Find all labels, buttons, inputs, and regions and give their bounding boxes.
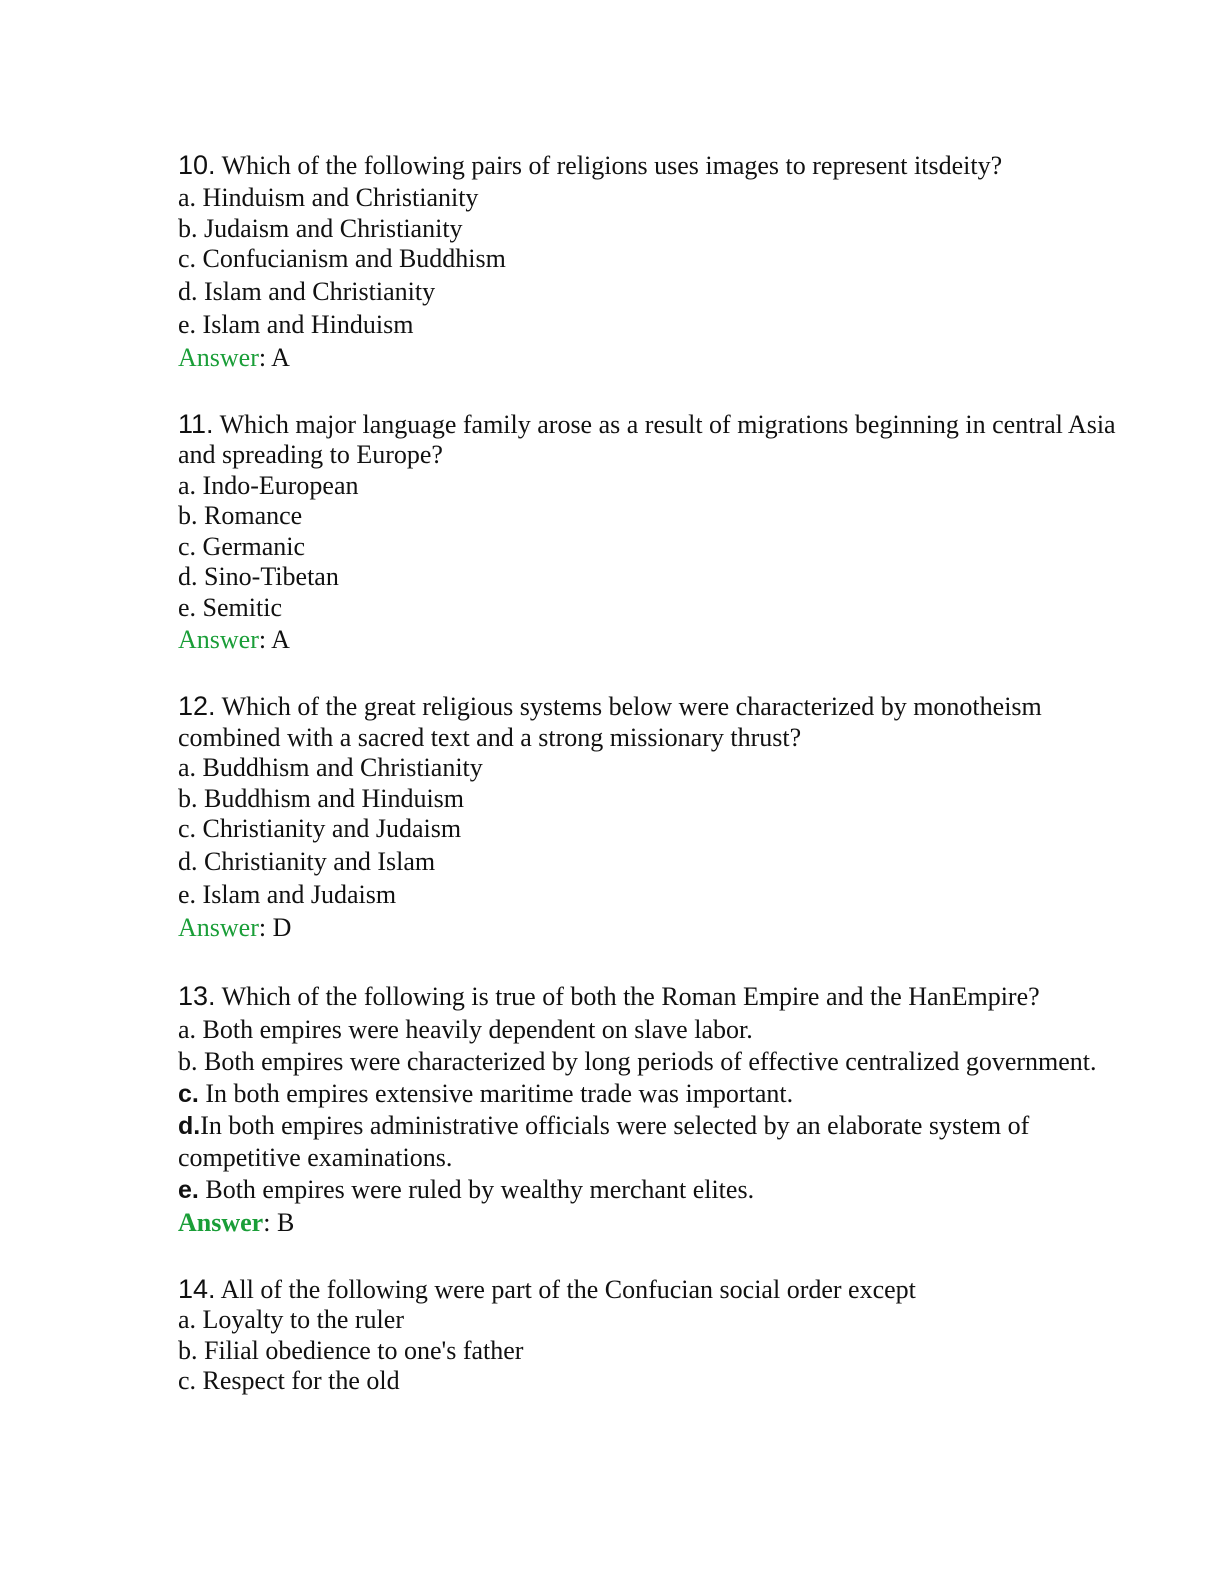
question-text: Which of the following pairs of religions uses images to represent itsdeity? [221, 151, 1003, 180]
option-e: e. Both empires were ruled by wealthy merchant elites. [178, 1174, 755, 1204]
question-number: 10 [178, 150, 209, 180]
option-b: b. Judaism and Christianity [178, 213, 463, 243]
option-a: a. Both empires were heavily dependent on slave labor. [178, 1014, 753, 1044]
question-number: 14 [178, 1273, 209, 1304]
option-d: d. Christianity and Islam [178, 846, 436, 876]
option-c: c. In both empires extensive maritime trade was important. [178, 1078, 794, 1108]
option-c: c. Confucianism and Buddhism [178, 244, 506, 273]
question-text: Which of the following is true of both the Roman Empire and the HanEmpire? [221, 981, 1040, 1011]
answer-value: : D [258, 912, 292, 942]
option-a: a. Loyalty to the ruler [178, 1305, 404, 1334]
option-b: b. Romance [178, 501, 303, 530]
option-e: e. Semitic [178, 592, 282, 622]
question-10 [178, 148, 1138, 374]
question-text: Which of the great religious systems below were characterized by monotheism combined with a sacred text and a strong missionary thrust? [178, 692, 1042, 752]
option-a: a. Hinduism and Christianity [178, 183, 479, 212]
question-number: 11 [178, 408, 207, 439]
question-stem: 11. Which major language family arose as a result of migrations beginning in central Asia and spreading to Europe? [178, 408, 1116, 469]
question-stem: 14. All of the following were part of the Confucian social order except [178, 1273, 916, 1304]
answer-line [178, 1206, 1138, 1239]
answer-value: : A [258, 342, 290, 372]
question-text: All of the following were part of the Confucian social order except [220, 1274, 916, 1304]
document-page [178, 148, 1138, 1397]
question-number: 13 [178, 980, 209, 1011]
option-e: e. Islam and Hinduism [178, 309, 414, 339]
option-b: b. Buddhism and Hinduism [178, 783, 465, 813]
answer-line [178, 911, 1138, 944]
answer-label: Answer [178, 1207, 264, 1237]
option-b: b. Filial obedience to one's father [178, 1335, 524, 1365]
question-14 [178, 1274, 1138, 1397]
option-c: c. Respect for the old [178, 1366, 400, 1395]
answer-value: : B [263, 1207, 295, 1237]
option-c: c. Germanic [178, 531, 306, 561]
option-b: b. Both empires were characterized by long periods of effective centralized government. [178, 1046, 1097, 1076]
answer-label: Answer [178, 342, 259, 372]
question-11 [178, 409, 1138, 657]
option-a: a. Buddhism and Christianity [178, 753, 483, 782]
question-12 [178, 691, 1138, 944]
answer-label: Answer [178, 625, 259, 654]
answer-line [178, 623, 1138, 656]
answer-line [178, 341, 1138, 374]
option-c: c. Christianity and Judaism [178, 814, 462, 843]
question-stem: 12. Which of the great religious systems below were characterized by monotheism combined with a sacred text and a strong missionary thrust? [178, 691, 1042, 752]
question-stem: 10. Which of the following pairs of religions uses images to represent itsdeity? [178, 150, 1003, 180]
option-d: d. Sino-Tibetan [178, 562, 339, 591]
question-number: 12 [178, 691, 209, 721]
question-stem: 13. Which of the following is true of both the Roman Empire and the HanEmpire? [178, 980, 1040, 1011]
option-d: d. Islam and Christianity [178, 276, 436, 306]
option-a: a. Indo-European [178, 470, 359, 500]
question-text: Which major language family arose as a result of migrations beginning in central Asia and spreading to Europe? [178, 409, 1116, 469]
option-e: e. Islam and Judaism [178, 879, 397, 909]
question-13 [178, 979, 1138, 1239]
option-d: d.In both empires administrative officials were selected by an elaborate system of competitive examinations. [178, 1110, 1030, 1172]
answer-value: : A [258, 625, 290, 654]
answer-label: Answer [178, 912, 259, 942]
